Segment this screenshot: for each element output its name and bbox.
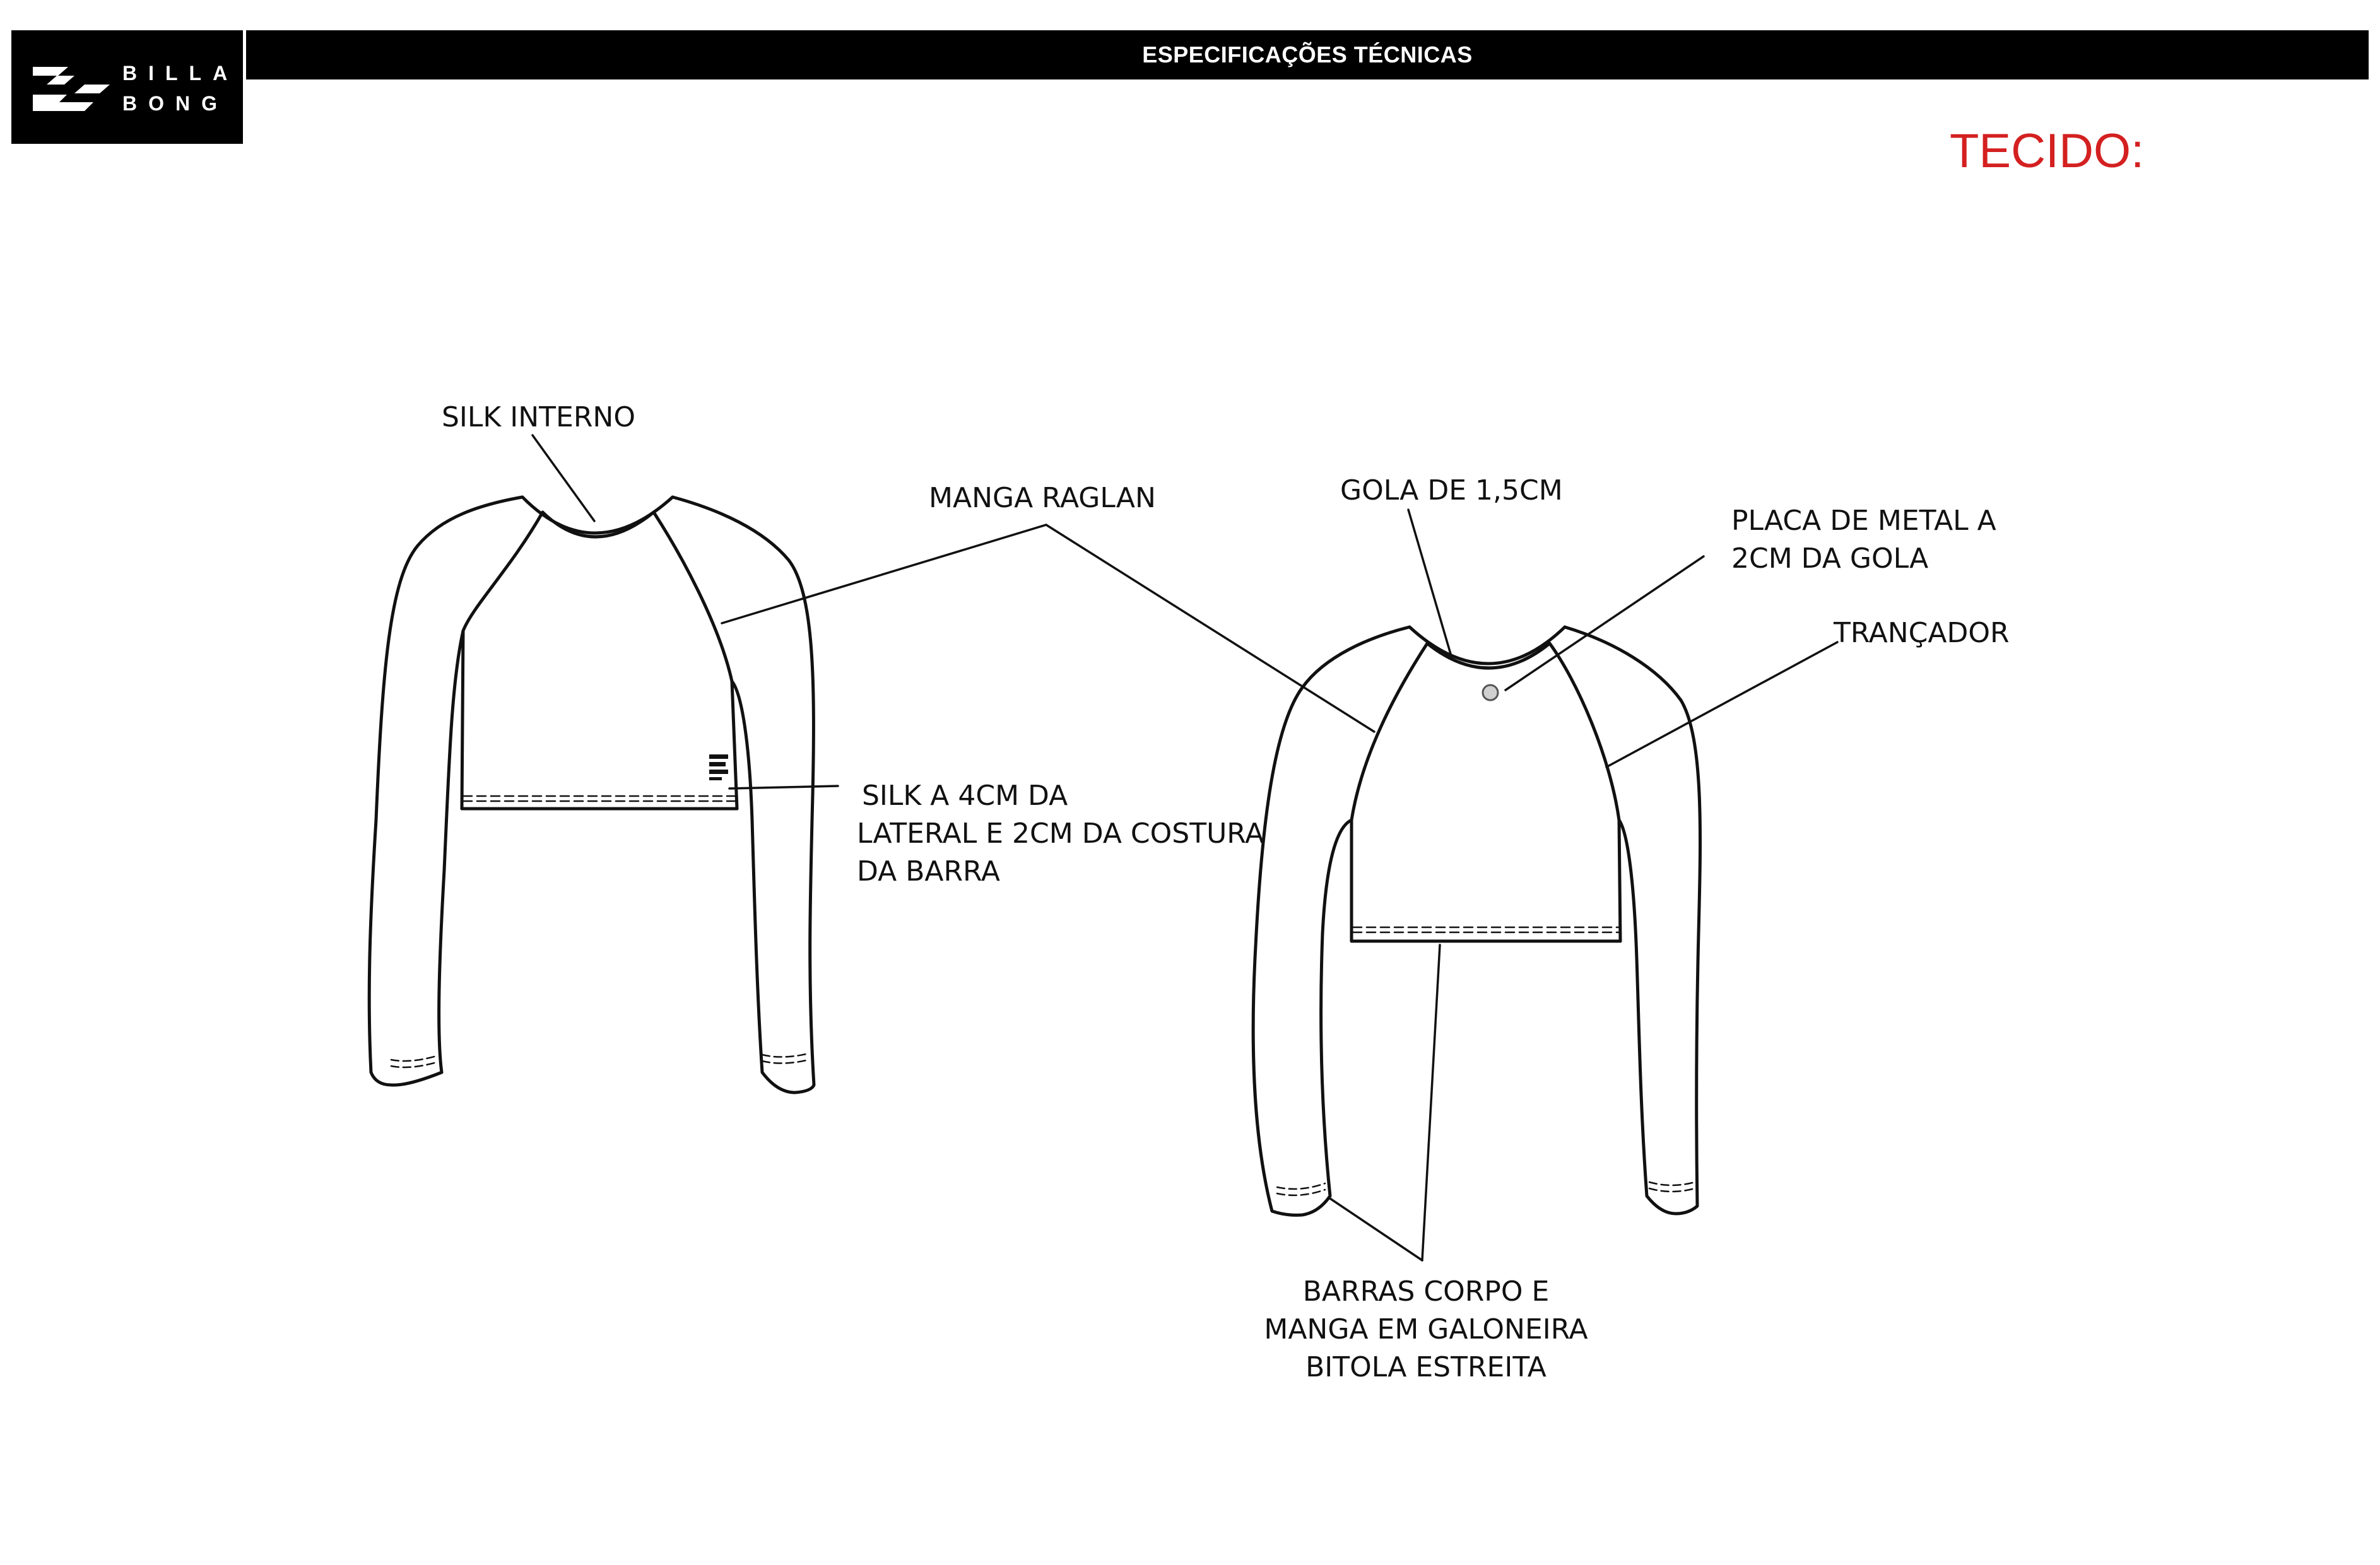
label-gola: GOLA DE 1,5CM [1340,474,1563,507]
label-silk-line1: SILK A 4CM DA [862,780,1068,812]
brand-word-line1: BILLA [122,62,239,85]
label-silk-line3: DA BARRA [857,855,1000,888]
label-silk-interno: SILK INTERNO [442,401,635,433]
fabric-label: TECIDO: [1950,124,2145,178]
brand-word-line2: BONG [122,92,228,115]
label-trancador: TRANÇADOR [1834,617,2010,649]
label-placa-line2: 2CM DA GOLA [1731,542,1929,575]
silk-logo-mark [709,754,728,780]
metal-plate-icon [1483,685,1498,700]
label-barras-line2: MANGA EM GALONEIRA [1264,1313,1588,1345]
label-silk-line2: LATERAL E 2CM DA COSTURA [857,818,1264,850]
label-placa-line1: PLACA DE METAL A [1731,505,1996,537]
label-barras-line1: BARRAS CORPO E [1302,1275,1550,1308]
garment-front-view [369,497,814,1093]
garment-back-view [1253,627,1700,1215]
label-barras-line3: BITOLA ESTREITA [1305,1351,1546,1383]
label-manga-raglan: MANGA RAGLAN [929,482,1156,514]
page-title: ESPECIFICAÇÕES TÉCNICAS [1142,42,1473,67]
